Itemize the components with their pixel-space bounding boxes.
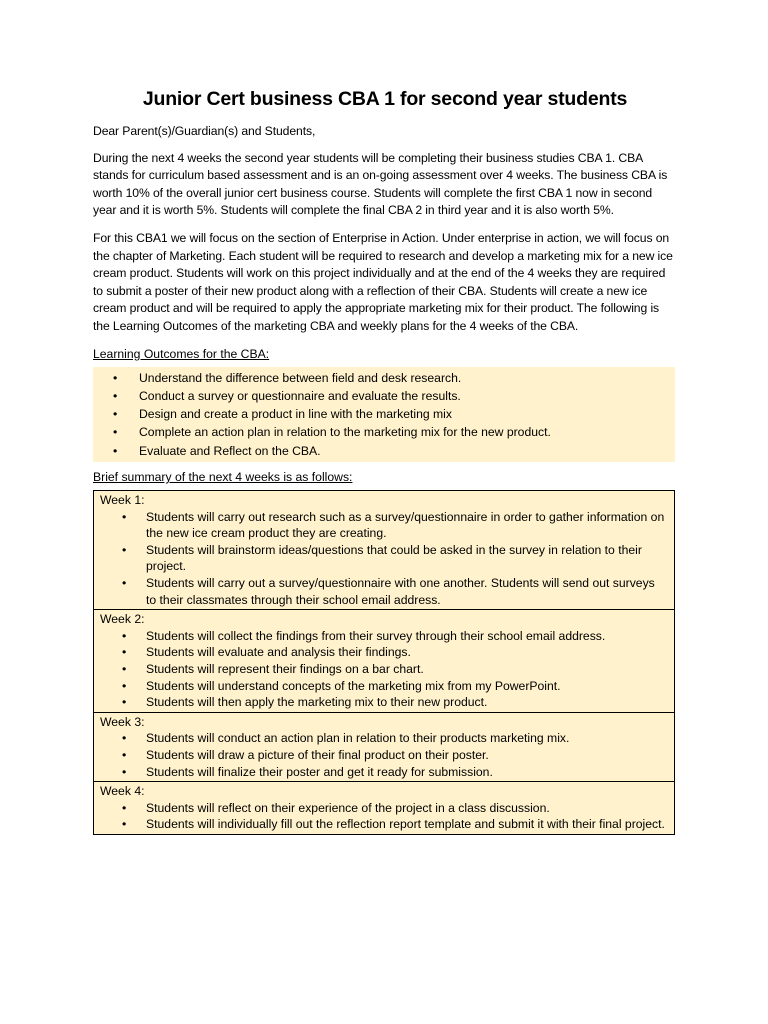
bullet-icon: • <box>122 695 127 710</box>
bullet-icon: • <box>113 425 118 440</box>
bullet-icon: • <box>122 747 127 762</box>
list-item: • Students will brainstorm ideas/questions that could be asked in the survey in relation to their project. <box>122 542 642 574</box>
bullet-icon: • <box>122 509 127 524</box>
learning-outcomes-heading: Learning Outcomes for the CBA: <box>93 346 270 361</box>
list-item: • Students will represent their findings on a bar chart. <box>122 661 424 676</box>
list-item: • Evaluate and Reflect on the CBA. <box>93 442 675 460</box>
focus-paragraph: For this CBA1 we will focus on the section of Enterprise in Action. Under enterprise in action, we will focus on the chapter of Marketing. Each student will be required to research and develop a marketing mix for a new ice cream product. Students will work on this project individually and at the end of the 4 weeks they are required to submit a poster of their new product along with a reflection of their CBA. Students will create a new ice cream product and will be required to apply the appropriate marketing mix for their product. The following is the Learning Outcomes of the marketing CBA and weekly plans for the 4 weeks of the CBA. <box>93 230 673 333</box>
list-item: • Students will finalize their poster and get it ready for submission. <box>122 764 493 779</box>
week-label: Week 4: <box>100 784 145 799</box>
bullet-icon: • <box>122 542 127 557</box>
list-item: • Design and create a product in line with the marketing mix <box>93 405 675 423</box>
bullet-icon: • <box>122 678 127 693</box>
list-item: • Students will individually fill out the reflection report template and submit it with their final project. <box>122 817 665 832</box>
week-1-list <box>100 509 674 609</box>
week-4-section <box>94 781 674 834</box>
bullet-icon: • <box>113 370 118 385</box>
bullet-icon: • <box>122 817 127 832</box>
intro-paragraph: During the next 4 weeks the second year students will be completing their business studies CBA 1. CBA stands for curriculum based assessment and is an on-going assessment over 4 weeks. The business CBA is worth 10% of the overall junior cert business course. Students will complete the first CBA 1 now in second year and it is worth 5%. Students will complete the final CBA 2 in third year and it is also worth 5%. <box>93 150 668 218</box>
bullet-icon: • <box>113 443 118 458</box>
bullet-icon: • <box>113 407 118 422</box>
week-2-list <box>100 628 674 711</box>
week-label: Week 1: <box>100 493 145 508</box>
bullet-icon: • <box>122 661 127 676</box>
bullet-icon: • <box>122 645 127 660</box>
bullet-icon: • <box>113 388 118 403</box>
bullet-icon: • <box>122 731 127 746</box>
week-3-section <box>94 712 674 781</box>
bullet-icon: • <box>122 575 127 590</box>
week-4-list <box>100 800 674 833</box>
weekly-summary-heading: Brief summary of the next 4 weeks is as follows: <box>93 470 353 485</box>
document-title: Junior Cert business CBA 1 for second year students <box>142 88 628 110</box>
week-2-section <box>94 609 674 712</box>
list-item: • Students will reflect on their experience of the project in a class discussion. <box>122 800 550 815</box>
weekly-summary-table <box>93 490 675 835</box>
week-label: Week 2: <box>100 612 145 627</box>
list-item: • Students will understand concepts of the marketing mix from my PowerPoint. <box>122 678 561 693</box>
bullet-icon: • <box>122 628 127 643</box>
list-item: • Students will draw a picture of their final product on their poster. <box>122 747 489 762</box>
bullet-icon: • <box>122 800 127 815</box>
bullet-icon: • <box>122 764 127 779</box>
salutation: Dear Parent(s)/Guardian(s) and Students, <box>93 124 316 138</box>
list-item: • Students will evaluate and analysis their findings. <box>122 645 411 660</box>
week-label: Week 3: <box>100 714 145 729</box>
list-item: • Complete an action plan in relation to the marketing mix for the new product. <box>93 423 675 441</box>
list-item: • Students will collect the findings from their survey through their school email address. <box>122 628 606 643</box>
list-item: • Conduct a survey or questionnaire and evaluate the results. <box>93 387 675 405</box>
learning-outcomes-list <box>93 367 675 462</box>
document-page <box>93 88 677 835</box>
week-1-section <box>94 491 674 609</box>
list-item: • Students will then apply the marketing mix to their new product. <box>122 695 488 710</box>
list-item: • Students will carry out a survey/questionnaire with one another. Students will send out surveys to their classmates through their school email address. <box>122 575 655 607</box>
list-item: • Understand the difference between field and desk research. <box>93 369 675 387</box>
list-item: • Students will carry out research such as a survey/questionnaire in order to gather information on the new ice cream product they are creating. <box>122 509 665 541</box>
list-item: • Students will conduct an action plan in relation to their products marketing mix. <box>122 731 570 746</box>
week-3-list <box>100 730 674 780</box>
